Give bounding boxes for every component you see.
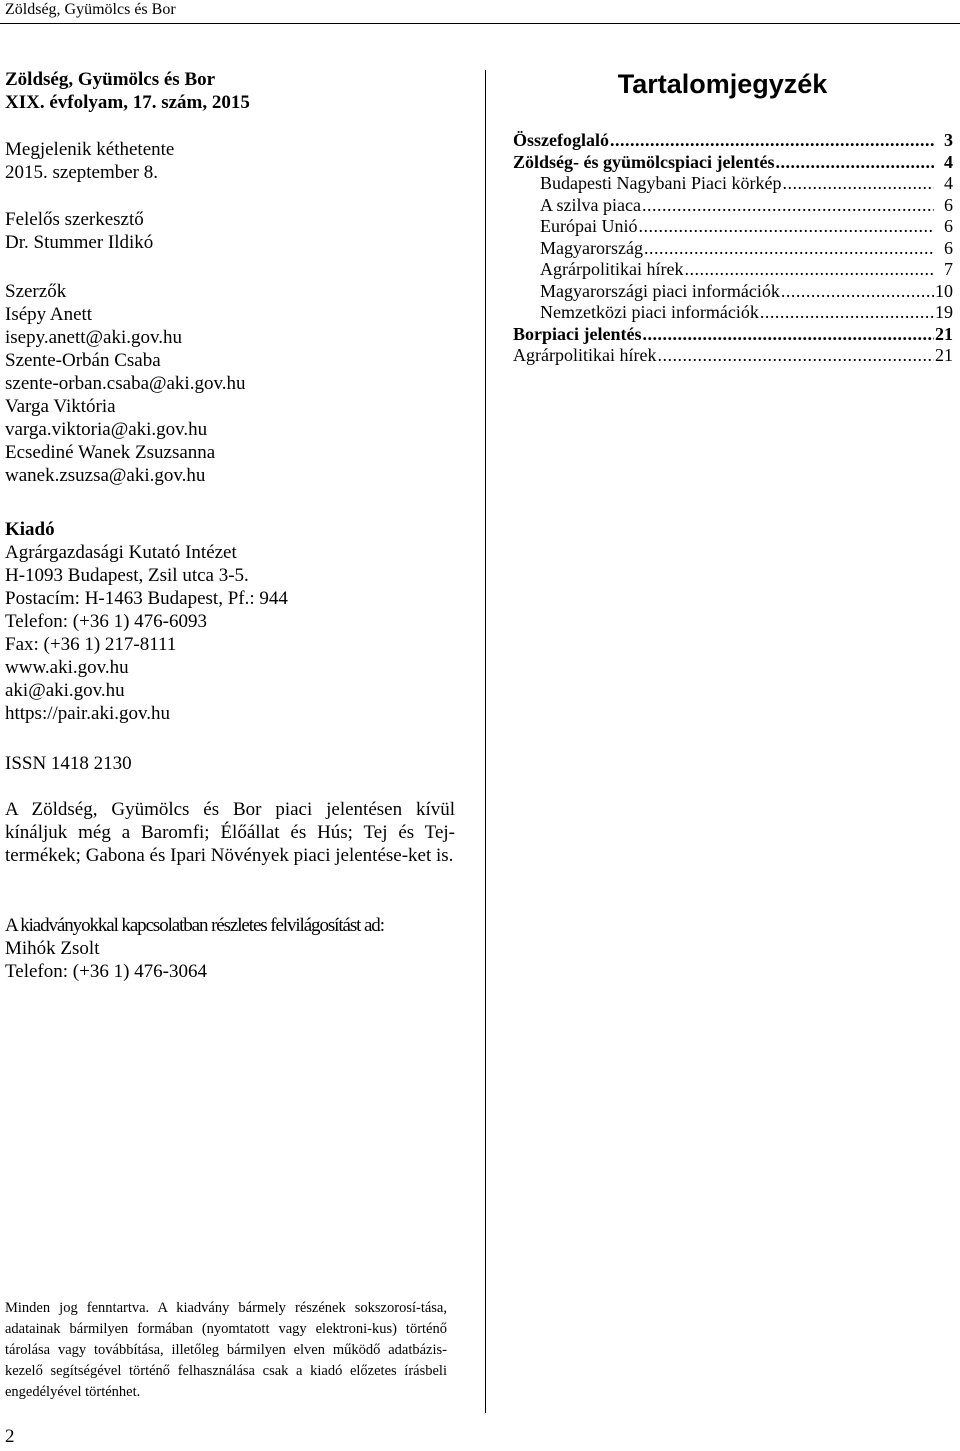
offer-paragraph: A Zöldség, Gyümölcs és Bor piaci jelentésen kívül kínáljuk még a Baromfi; Élőállat és Hús; Tej és Tej-termékek; Gabona és Ipari Növények piaci jelentése-ket is. [5,799,455,866]
editor-heading: Felelős szerkesztő [5,209,144,230]
toc-leader-dots [642,195,934,217]
toc-entry-page: 4 [944,151,953,172]
publisher-fax: Fax: (+36 1) 217-8111 [5,634,177,655]
authors-block [5,280,245,487]
toc-entry-title: Budapesti Nagybani Piaci körkép [540,173,782,193]
contact-block [5,914,384,983]
publisher-website-link[interactable]: www.aki.gov.hu [5,657,129,678]
author-name: Ecsediné Wanek Zsuzsanna [5,442,216,463]
contact-name: Mihók Zsolt [5,938,100,959]
author-name: Szente-Orbán Csaba [5,350,161,371]
publisher-address: H-1093 Budapest, Zsil utca 3-5. [5,565,249,586]
column-divider [485,70,486,1413]
author-name: Isépy Anett [5,304,93,325]
toc-leader-dots [781,281,934,303]
table-of-contents [513,130,953,367]
toc-entry-osszefoglalo[interactable] [513,130,953,152]
toc-leader-dots [657,345,934,367]
editor-name: Dr. Stummer Ildikó [5,232,154,253]
toc-entry-title: Borpiaci jelentés [513,323,642,344]
running-head: Zöldség, Gyümölcs és Bor [5,1,176,18]
contact-intro: A kiadványokkal kapcsolatban részletes felvilágosítást ad: [5,915,384,936]
toc-entry-page: 21 [935,345,953,365]
contact-phone: Telefon: (+36 1) 476-3064 [5,961,207,982]
toc-entry-title: Nemzetközi piaci információk [540,302,759,322]
toc-entry-page: 6 [944,194,953,215]
toc-entry-agrarpolitikai-hirek[interactable] [513,259,953,281]
toc-entry-title: A szilva piaca [540,194,641,215]
toc-entry-page: 3 [944,130,953,150]
toc-entry-title: Magyarországi piaci információk [540,280,780,301]
toc-leader-dots [644,238,934,260]
authors-heading: Szerzők [5,281,67,302]
toc-title: Tartalomjegyzék [617,69,828,99]
author-email[interactable]: varga.viktoria@aki.gov.hu [5,419,208,440]
editor-block [5,208,153,254]
toc-entry-title: Európai Unió [540,216,638,236]
publisher-postal-address: Postacím: H-1463 Budapest, Pf.: 944 [5,588,288,609]
toc-entry-borpiaci-jelentes[interactable] [513,324,953,346]
publisher-heading: Kiadó [5,519,55,540]
toc-entry-title: Összefoglaló [513,130,609,150]
author-email[interactable]: szente-orban.csaba@aki.gov.hu [5,373,246,394]
rights-notice: Minden jog fenntartva. A kiadvány bármely részének sokszorosí-tása, adatainak bármilyen formában (nyomtatott vagy elektroni-kus) történő tárolása vagy továbbítása, illetőleg bármilyen elven működő adatbázis-kezelő segítségével történő felhasználása csak a kiadó előzetes írásbeli engedélyével történhet. [5,1300,447,1400]
toc-entry-page: 21 [935,323,953,344]
header-rule [0,23,960,24]
toc-entry-zoldseg-gyumolcspiaci-jelentes[interactable] [513,152,953,174]
toc-entry-title: Zöldség- és gyümölcspiaci jelentés [513,151,775,172]
publisher-phone: Telefon: (+36 1) 476-6093 [5,611,207,632]
toc-entry-page: 6 [944,216,953,236]
toc-entry-page: 6 [944,237,953,258]
author-email[interactable]: wanek.zsuzsa@aki.gov.hu [5,465,206,486]
publication-date: 2015. szeptember 8. [5,162,159,183]
toc-entry-agrarpolitikai-hirek-main[interactable] [513,345,953,367]
toc-entry-title: Agrárpolitikai hírek [540,259,684,279]
publication-volume: XIX. évfolyam, 17. szám, 2015 [5,92,250,113]
toc-entry-szilva-piaca[interactable] [513,195,953,217]
toc-entry-page: 7 [944,259,953,279]
toc-entry-magyarorszag[interactable] [513,238,953,260]
toc-entry-page: 19 [935,302,953,322]
toc-leader-dots [775,152,934,174]
publisher-name: Agrárgazdasági Kutató Intézet [5,542,237,563]
toc-entry-budapesti-nagybani[interactable] [513,173,953,195]
issn: ISSN 1418 2130 [5,753,132,774]
masthead [5,68,250,114]
publisher-portal-link[interactable]: https://pair.aki.gov.hu [5,703,171,724]
toc-entry-nemzetkozi-piaci-informaciok[interactable] [513,302,953,324]
issue-info [5,138,174,184]
toc-leader-dots [642,324,934,346]
toc-entry-europai-unio[interactable] [513,216,953,238]
page-number: 2 [5,1426,15,1447]
toc-leader-dots [782,173,934,195]
publisher-email-link[interactable]: aki@aki.gov.hu [5,680,125,701]
toc-entry-page: 10 [935,280,953,301]
toc-entry-magyarorszagi-piaci-informaciok[interactable] [513,281,953,303]
toc-leader-dots [638,216,934,238]
author-email[interactable]: isepy.anett@aki.gov.hu [5,327,183,348]
publication-title: Zöldség, Gyümölcs és Bor [5,69,216,90]
toc-leader-dots [684,259,934,281]
author-name: Varga Viktória [5,396,116,417]
toc-leader-dots [610,130,934,152]
toc-entry-title: Magyarország [540,237,643,258]
publication-frequency: Megjelenik kéthetente [5,139,175,160]
toc-entry-page: 4 [944,173,953,193]
toc-entry-title: Agrárpolitikai hírek [513,345,657,365]
toc-leader-dots [760,302,934,324]
publisher-block [5,518,288,725]
